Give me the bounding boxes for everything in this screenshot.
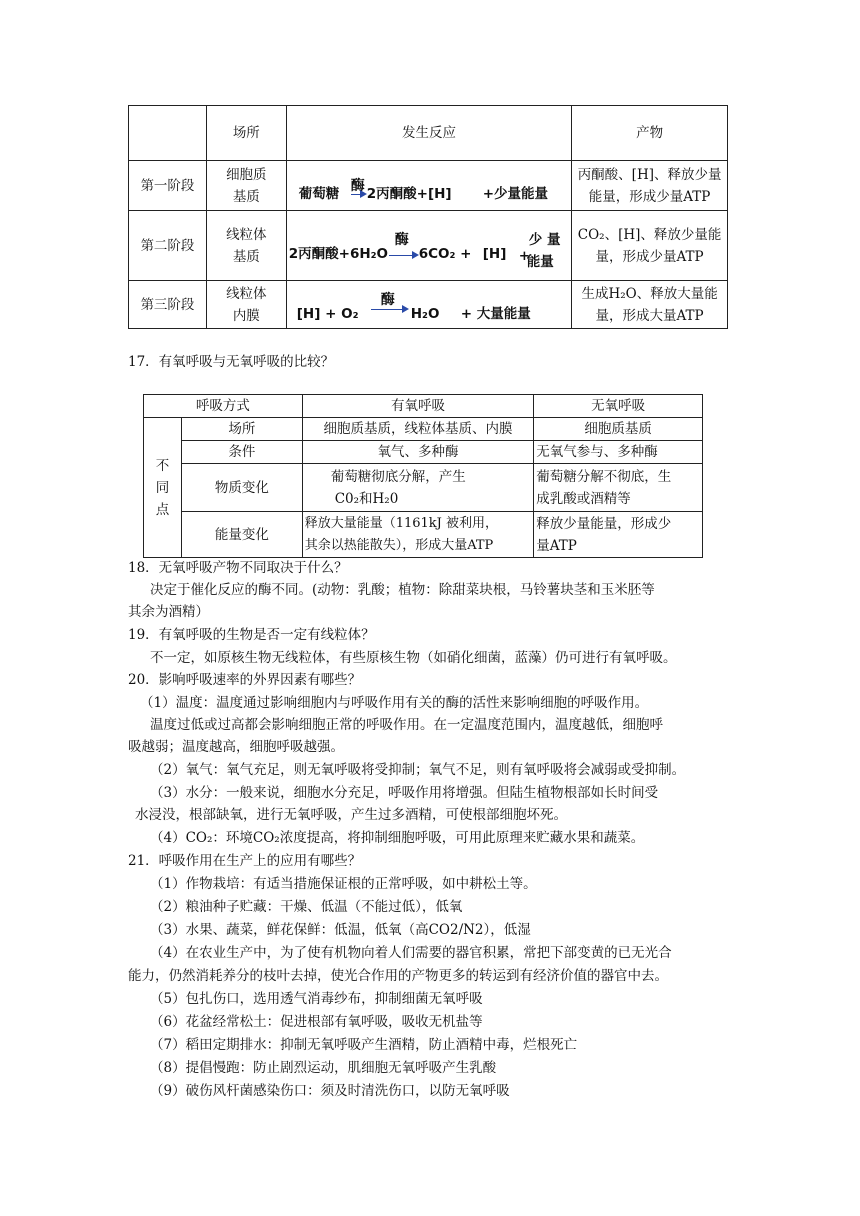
question-18: 18．无氧呼吸产物不同取决于什么？ [128, 560, 348, 576]
question-19: 19．有氧呼吸的生物是否一定有线粒体？ [128, 627, 375, 643]
anaerobic-cell: 细胞质基质 [534, 418, 703, 441]
reaction-arrow [389, 255, 417, 256]
row-label: 条件 [181, 441, 302, 464]
answer-20-3-line-2: 水浸没，根部缺氧，进行无氧呼吸，产生过多酒精，可使根部细胞坏死。 [135, 807, 567, 823]
stage-product: 丙酮酸、[H]、释放少量 能量，形成少量ATP [572, 161, 728, 211]
reaction-left: [H] + O₂ [296, 306, 359, 322]
stage-row-2 [129, 211, 728, 281]
comparison-row-place [144, 418, 703, 441]
answer-21-5: （5）包扎伤口，选用透气消毒纱布，抑制细菌无氧呼吸 [150, 991, 483, 1007]
stage-place: 线粒体 内膜 [206, 281, 286, 329]
answer-21-1: （1）作物栽培：有适当措施保证根的正常呼吸，如中耕松土等。 [150, 876, 537, 892]
row-label: 场所 [181, 418, 302, 441]
answer-21-8: （8）提倡慢跑：防止剧烈运动，肌细胞无氧呼吸产生乳酸 [150, 1060, 497, 1076]
reaction-arrow [371, 309, 407, 310]
answer-20-1-line-3: 吸越弱；温度越高，细胞呼吸越强。 [128, 739, 344, 755]
comparison-header-row [144, 395, 703, 418]
anaerobic-cell: 葡萄糖分解不彻底，生 成乳酸或酒精等 [534, 464, 703, 512]
stage-place: 线粒体 基质 [206, 211, 286, 281]
stage-place: 细胞质 基质 [206, 161, 286, 211]
header-reaction: 发生反应 [286, 106, 571, 161]
question-17: 17．有氧呼吸与无氧呼吸的比较？ [128, 354, 335, 370]
reaction-extra: + 大量能量 [460, 306, 531, 322]
comparison-row-condition [144, 441, 703, 464]
answer-21-9: （9）破伤风杆菌感染伤口：须及时清洗伤口，以防无氧呼吸 [150, 1083, 510, 1099]
aerobic-cell: 葡萄糖彻底分解，产生 C0₂和H₂0 [302, 464, 534, 512]
enzyme-label: 酶 [394, 232, 409, 248]
answer-21-6: （6）花盆经常松土：促进根部有氧呼吸，吸收无机盐等 [150, 1014, 483, 1030]
stage-product: 生成H₂O、释放大量能 量，形成大量ATP [572, 281, 728, 329]
question-21: 21．呼吸作用在生产上的应用有哪些？ [128, 853, 362, 869]
answer-21-4-line-2: 能力，仍然消耗养分的枝叶去掉，使光合作用的产物更多的转运到有经济价值的器官中去。 [128, 968, 668, 984]
header-empty [129, 106, 207, 161]
reaction-h: [H] [482, 246, 507, 262]
reaction-left: 2丙酮酸+6H₂O [288, 246, 389, 262]
answer-19: 不一定，如原核生物无线粒体，有些原核生物（如硝化细菌，蓝藻）仍可进行有氧呼吸。 [150, 650, 677, 666]
header-method: 呼吸方式 [144, 395, 303, 418]
row-label: 物质变化 [181, 464, 302, 512]
enzyme-label: 酶 [380, 292, 395, 308]
comparison-row-substance [144, 464, 703, 512]
reaction-plus: + [518, 248, 531, 264]
answer-20-1-line-2: 温度过低或过高都会影响细胞正常的呼吸作用。在一定温度范围内，温度越低，细胞呼 [150, 717, 663, 733]
stage-reaction [286, 281, 571, 329]
reaction-extra: +少量能量 [482, 186, 549, 202]
reaction-right: 6CO₂ + [418, 246, 472, 262]
header-aerobic: 有氧呼吸 [302, 395, 534, 418]
answer-20-2: （2）氧气：氧气充足，则无氧呼吸将受抑制；氧气不足，则有氧呼吸将会减弱或受抑制。 [150, 762, 686, 778]
header-place: 场所 [206, 106, 286, 161]
stage-reaction [286, 211, 571, 281]
aerobic-cell: 释放大量能量（1161kJ 被利用， 其余以热能散失），形成大量ATP [302, 512, 534, 558]
comparison-table [143, 394, 703, 558]
row-label: 能量变化 [181, 512, 302, 558]
stage-row-3 [129, 281, 728, 329]
answer-21-3: （3）水果、蔬菜，鲜花保鲜：低温，低氧（高CO2/N2），低湿 [150, 922, 531, 938]
stages-header-row [129, 106, 728, 161]
header-product: 产物 [572, 106, 728, 161]
answer-18-line-2: 其余为酒精） [128, 604, 209, 620]
aerobic-cell: 细胞质基质，线粒体基质、内膜 [302, 418, 534, 441]
stage-name: 第三阶段 [129, 281, 207, 329]
stage-name: 第一阶段 [129, 161, 207, 211]
enzyme-label: 酶 [350, 178, 365, 194]
stage-product: CO₂、[H]、释放少量能 量，形成少量ATP [572, 211, 728, 281]
answer-20-1: （1）温度：温度通过影响细胞内与呼吸作用有关的酶的活性来影响细胞的呼吸作用。 [140, 695, 649, 711]
reaction-extra-top: 少 量 [528, 232, 561, 248]
reaction-left: 葡萄糖 [298, 186, 340, 202]
reaction-extra-bottom: 能量 [526, 254, 554, 270]
answer-20-4: （4）CO₂：环境CO₂浓度提高，将抑制细胞呼吸，可用此原理来贮藏水果和蔬菜。 [150, 830, 645, 846]
stage-row-1 [129, 161, 728, 211]
comparison-row-energy [144, 512, 703, 558]
stage-name: 第二阶段 [129, 211, 207, 281]
answer-21-7: （7）稻田定期排水：抑制无氧呼吸产生酒精，防止酒精中毒，烂根死亡 [150, 1037, 578, 1053]
answer-20-3: （3）水分：一般来说，细胞水分充足，呼吸作用将增强。但陆生植物根部如长时间受 [150, 785, 659, 801]
reaction-right: H₂O [410, 306, 440, 322]
question-20: 20．影响呼吸速率的外界因素有哪些？ [128, 672, 362, 688]
header-anaerobic: 无氧呼吸 [534, 395, 703, 418]
aerobic-cell: 氧气、多种酶 [302, 441, 534, 464]
stages-table [128, 105, 728, 329]
anaerobic-cell: 释放少量能量，形成少 量ATP [534, 512, 703, 558]
stage-reaction [286, 161, 571, 211]
answer-21-4: （4）在农业生产中，为了使有机物向着人们需要的器官积累，常把下部变黄的已无光合 [150, 945, 672, 961]
reaction-right: 2丙酮酸+[H] [366, 186, 452, 202]
answer-18-line-1: 决定于催化反应的酶不同。(动物：乳酸；植物：除甜菜块根，马铃薯块茎和玉米胚等 [150, 582, 655, 598]
reaction-arrow [351, 194, 365, 195]
side-label: 不 同 点 [144, 418, 182, 558]
answer-21-2: （2）粮油种子贮藏：干燥、低温（不能过低），低氧 [150, 899, 463, 915]
anaerobic-cell: 无氧气参与、多种酶 [534, 441, 703, 464]
